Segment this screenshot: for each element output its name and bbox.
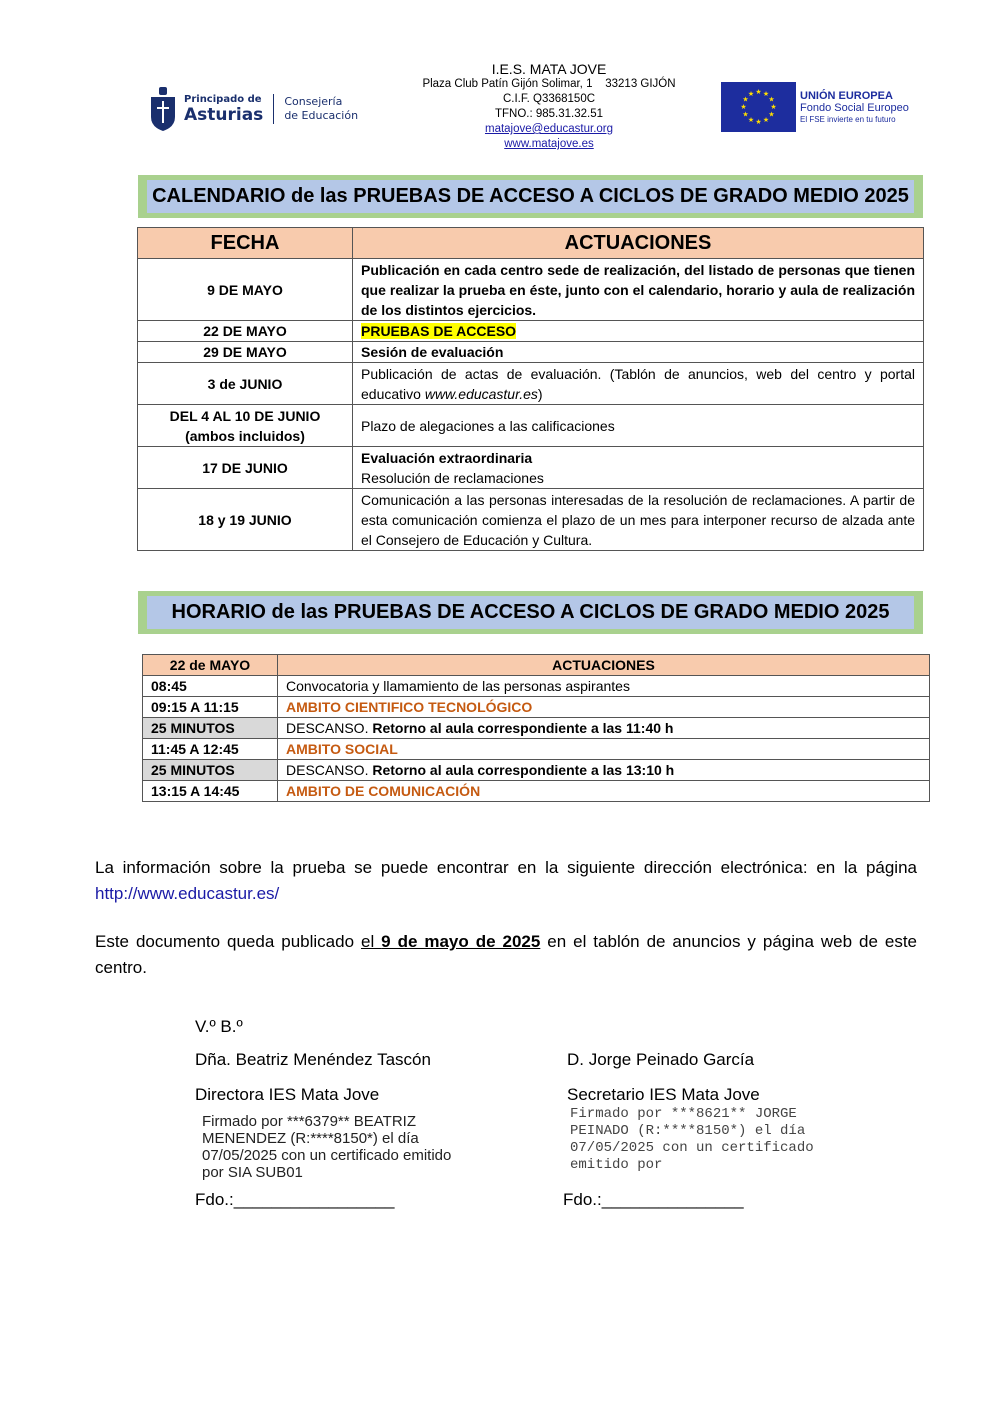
- break-label: DESCANSO.: [286, 720, 373, 736]
- action-text-end: ): [537, 385, 543, 402]
- row-action: Plazo de alegaciones a las calificaciones: [353, 405, 924, 447]
- row-desc: [278, 718, 930, 739]
- eu-motto: El FSE invierte en tu futuro: [800, 115, 896, 125]
- table-row: [143, 781, 930, 802]
- eu-title: UNIÓN EUROPEA: [800, 89, 893, 102]
- calendar-header-row: [138, 228, 924, 259]
- info-paragraph: [95, 855, 917, 907]
- consejeria-line-2: de Educación: [284, 109, 359, 122]
- published-text-d: en el tablón de anuncios y página web de este centro.: [95, 932, 917, 977]
- break-detail: Retorno al aula correspondiente a las 11:40 h: [372, 720, 674, 736]
- svg-text:★: ★: [742, 110, 749, 119]
- schedule-title-box: [138, 591, 923, 634]
- asturias-big-text: Asturias: [184, 104, 264, 125]
- row-action: Comunicación a las personas interesadas de la resolución de reclamaciones. A partir de esta comunicación comienza el plazo de un mes para interponer recurso de alzada ante el Consejero de Educación y Cultura.: [353, 489, 924, 551]
- row-action: Sesión de evaluación: [353, 342, 924, 363]
- row-desc: [278, 760, 930, 781]
- left-digital-signature: Firmado por ***6379** BEATRIZ MENENDEZ (R:****8150*) el día 07/05/2025 con un certificado emitido por SIA SUB01: [202, 1113, 452, 1181]
- svg-text:★: ★: [747, 116, 755, 124]
- table-row: [138, 489, 924, 551]
- table-row: [143, 718, 930, 739]
- svg-text:★: ★: [742, 95, 749, 104]
- calendar-table: [137, 227, 924, 551]
- table-row: [138, 447, 924, 489]
- header-fecha: FECHA: [138, 228, 353, 259]
- row-action: Publicación en cada centro sede de realización, del listado de personas que tienen que realizar la prueba en éste, junto con el calendario, horario y aula de realización de los distintos ejercicios.: [353, 259, 924, 321]
- action-line-2: Resolución de reclamaciones: [361, 469, 544, 486]
- row-desc: AMBITO CIENTIFICO TECNOLÓGICO: [278, 697, 930, 718]
- school-info: [400, 61, 698, 152]
- asturias-small-text: Principado de: [184, 93, 262, 105]
- svg-text:★: ★: [755, 88, 762, 96]
- calendar-title-box: [138, 175, 923, 218]
- eu-logo: [721, 82, 931, 132]
- visto-bueno: V.º B.º: [195, 1017, 243, 1036]
- svg-text:★: ★: [768, 110, 775, 119]
- consejeria-line-1: Consejería: [284, 94, 343, 108]
- table-row: [138, 321, 924, 342]
- row-time: 25 MINUTOS: [143, 760, 278, 781]
- svg-text:★: ★: [740, 103, 747, 111]
- row-time: 11:45 A 12:45: [143, 739, 278, 760]
- row-time: 08:45: [143, 676, 278, 697]
- row-action: [353, 363, 924, 405]
- table-row: [143, 760, 930, 781]
- school-cif: C.I.F. Q3368150C: [502, 93, 596, 105]
- table-row: [138, 363, 924, 405]
- logo-divider: [273, 94, 274, 124]
- table-row: [138, 259, 924, 321]
- published-text-a: Este documento queda publicado: [95, 932, 361, 951]
- row-desc: AMBITO SOCIAL: [278, 739, 930, 760]
- action-line-1: Evaluación extraordinaria: [361, 449, 533, 466]
- row-date: 9 DE MAYO: [138, 259, 353, 321]
- highlighted-action: PRUEBAS DE ACCESO: [361, 323, 517, 339]
- educastur-link[interactable]: http://www.educastur.es/: [95, 884, 280, 903]
- row-date: 29 DE MAYO: [138, 342, 353, 363]
- eu-flag-icon: [721, 82, 796, 132]
- table-row: [143, 697, 930, 718]
- header-actuaciones: ACTUACIONES: [353, 228, 924, 259]
- row-date: 17 DE JUNIO: [138, 447, 353, 489]
- svg-text:★: ★: [747, 90, 755, 98]
- svg-text:★: ★: [762, 90, 770, 98]
- row-action: [353, 447, 924, 489]
- info-text: La información sobre la prueba se puede encontrar en la siguiente dirección electrónica: en la página: [95, 858, 917, 877]
- right-digital-signature: Firmado por ***8621** JORGE PEINADO (R:****8150*) el día 07/05/2025 con un certificado emitido por: [570, 1106, 814, 1173]
- table-row: [138, 342, 924, 363]
- published-paragraph: [95, 929, 917, 981]
- school-web-link[interactable]: www.matajove.es: [504, 138, 594, 150]
- row-date: 3 de JUNIO: [138, 363, 353, 405]
- row-desc: Convocatoria y llamamiento de las personas aspirantes: [278, 676, 930, 697]
- svg-text:★: ★: [755, 118, 762, 126]
- header-date: 22 de MAYO: [143, 655, 278, 676]
- asturias-shield-icon: [150, 87, 176, 131]
- table-row: [138, 405, 924, 447]
- right-signer-role: Secretario IES Mata Jove: [567, 1085, 760, 1104]
- row-time: 25 MINUTOS: [143, 718, 278, 739]
- row-time: 13:15 A 14:45: [143, 781, 278, 802]
- row-date-line-2: (ambos incluidos): [185, 427, 305, 444]
- left-signature-line: Fdo.:_________________: [195, 1190, 395, 1209]
- break-detail: Retorno al aula correspondiente a las 13:10 h: [372, 762, 675, 778]
- asturias-logo: [150, 86, 375, 132]
- school-name: I.E.S. MATA JOVE: [491, 61, 607, 77]
- schedule-title: HORARIO de las PRUEBAS DE ACCESO A CICLOS DE GRADO MEDIO 2025: [147, 596, 914, 629]
- row-date: 22 DE MAYO: [138, 321, 353, 342]
- row-date: 18 y 19 JUNIO: [138, 489, 353, 551]
- right-signer-name: D. Jorge Peinado García: [567, 1050, 755, 1069]
- svg-text:★: ★: [770, 103, 777, 111]
- published-text-b: el: [360, 932, 382, 951]
- table-row: [143, 676, 930, 697]
- schedule-header-row: [143, 655, 930, 676]
- row-date: [138, 405, 353, 447]
- published-date: 9 de mayo de 2025: [381, 932, 541, 951]
- break-label: DESCANSO.: [286, 762, 373, 778]
- svg-text:★: ★: [768, 95, 775, 104]
- left-signer-role: Directora IES Mata Jove: [195, 1085, 380, 1104]
- right-signature-line: Fdo.:_______________: [563, 1190, 744, 1209]
- left-signer-name: Dña. Beatriz Menéndez Tascón: [195, 1050, 431, 1069]
- row-desc: AMBITO DE COMUNICACIÓN: [278, 781, 930, 802]
- portal-link: www.educastur.es: [424, 385, 538, 402]
- schedule-table: [142, 654, 930, 802]
- school-phone: TFNO.: 985.31.32.51: [494, 108, 604, 120]
- row-time: 09:15 A 11:15: [143, 697, 278, 718]
- school-address: Plaza Club Patín Gijón Solimar, 1 33213 GIJÓN: [422, 78, 676, 90]
- svg-text:★: ★: [762, 116, 770, 124]
- school-email-link[interactable]: matajove@educastur.org: [484, 123, 614, 135]
- header-actions: ACTUACIONES: [278, 655, 930, 676]
- table-row: [143, 739, 930, 760]
- row-date-line-1: DEL 4 AL 10 DE JUNIO: [169, 407, 321, 424]
- eu-fund: Fondo Social Europeo: [800, 102, 909, 115]
- action-text: Publicación de actas de evaluación. (Tablón de anuncios, web del centro y portal educativo: [361, 365, 915, 402]
- calendar-title: CALENDARIO de las PRUEBAS DE ACCESO A CICLOS DE GRADO MEDIO 2025: [147, 180, 914, 213]
